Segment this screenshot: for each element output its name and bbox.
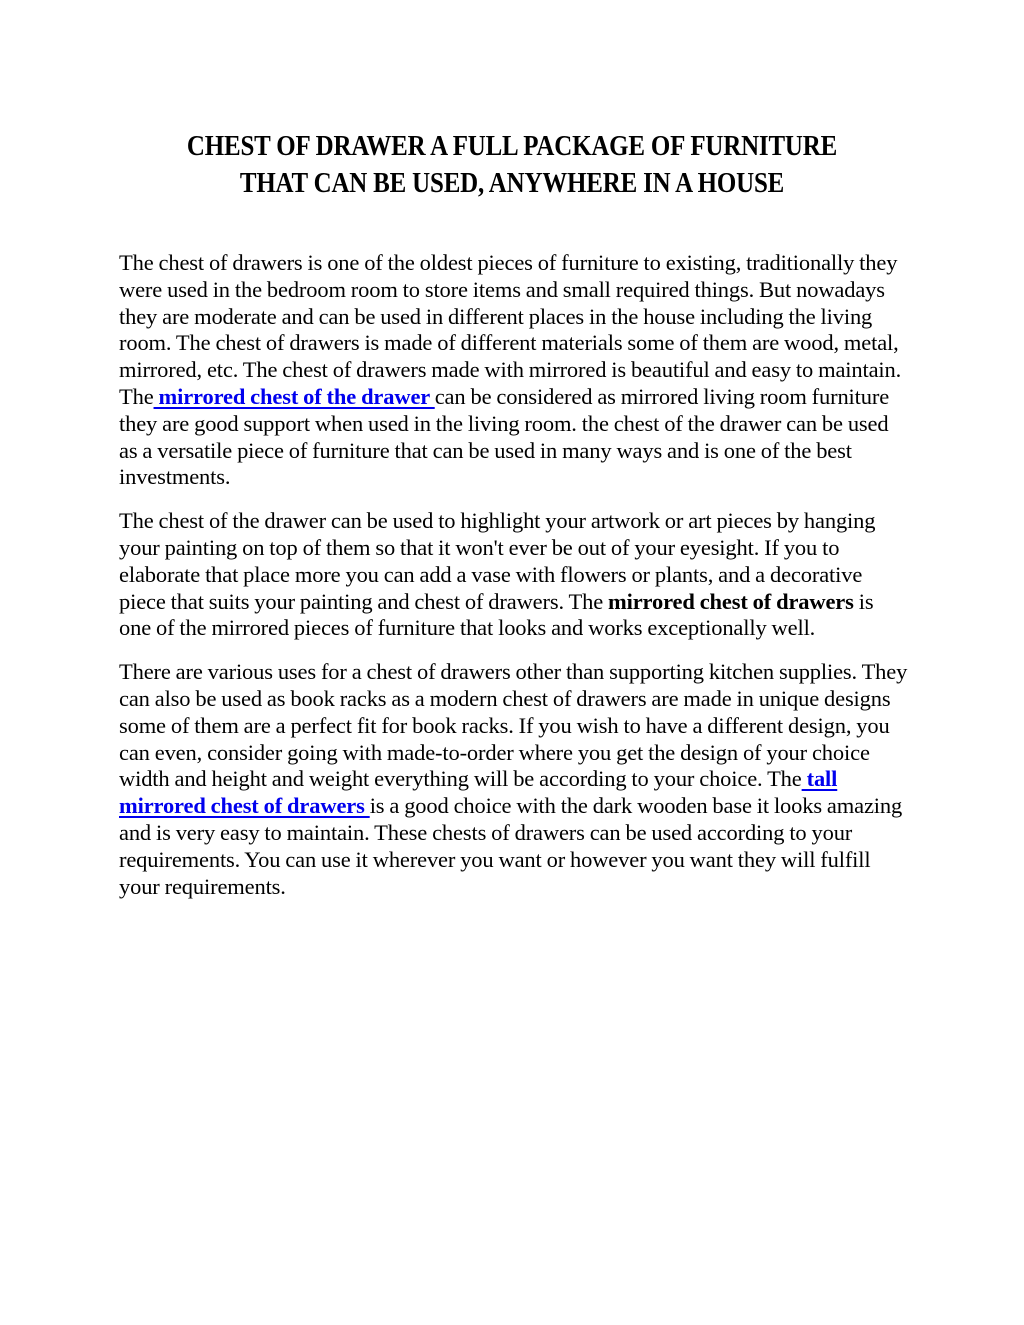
paragraph-1	[119, 250, 909, 491]
document-body	[119, 250, 909, 917]
document-title	[158, 128, 867, 202]
paragraph-3	[119, 659, 909, 900]
paragraph-1-text-before-link: The chest of drawers is one of the oldest pieces of furniture to existing, traditionally they were used in the bedroom room to store items and small required things. But nowadays they are moderate and can be used in different places in the house including the living room. The chest of drawers is made of different materials some of them are wood, metal, mirrored, etc. The chest of drawers made with mirrored is beautiful and easy to maintain. The	[119, 250, 902, 409]
paragraph-2-text-before-bold: The chest of the drawer can be used to highlight your artwork or art pieces by hanging your painting on top of them so that it won't ever be out of your eyesight. If you to elaborate that place more you can add a vase with flowers or plants, and a decorative piece that suits your painting and chest of drawers. The	[119, 508, 876, 614]
paragraph-2	[119, 508, 909, 642]
paragraph-2-text-after-bold: is one of the mirrored pieces of furniture that looks and works exceptionally well.	[119, 588, 874, 641]
mirrored-chest-of-the-drawer-link[interactable]: mirrored chest of the drawer	[153, 383, 435, 409]
title-line-1: CHEST OF DRAWER A FULL PACKAGE OF FURNITURE	[186, 130, 838, 162]
mirrored-chest-of-drawers-bold-text: mirrored chest of drawers	[608, 588, 854, 614]
paragraph-1-text-after-link: can be considered as mirrored living room furniture they are good support when used in the living room. the chest of the drawer can be used as a versatile piece of furniture that can be used in many ways and is one of the best investments.	[119, 383, 890, 490]
paragraph-3-text-after-link: is a good choice with the dark wooden base it looks amazing and is very easy to maintain. These chests of drawers can be used according to your requirements. You can use it wherever you want or however you want they will fulfill your requirements.	[119, 793, 903, 899]
tall-mirrored-chest-of-drawers-link[interactable]: tall mirrored chest of drawers	[119, 766, 838, 819]
paragraph-3-text-before-link: There are various uses for a chest of drawers other than supporting kitchen supplies. They can also be used as book racks as a modern chest of drawers are made in unique designs some of them are a perfect fit for book racks. If you wish to have a different design, you can even, consider going with made-to-order where you get the design of your choice width and height and weight everything will be according to your choice. The	[119, 659, 908, 792]
title-line-2: THAT CAN BE USED, ANYWHERE IN A HOUSE	[239, 167, 785, 199]
